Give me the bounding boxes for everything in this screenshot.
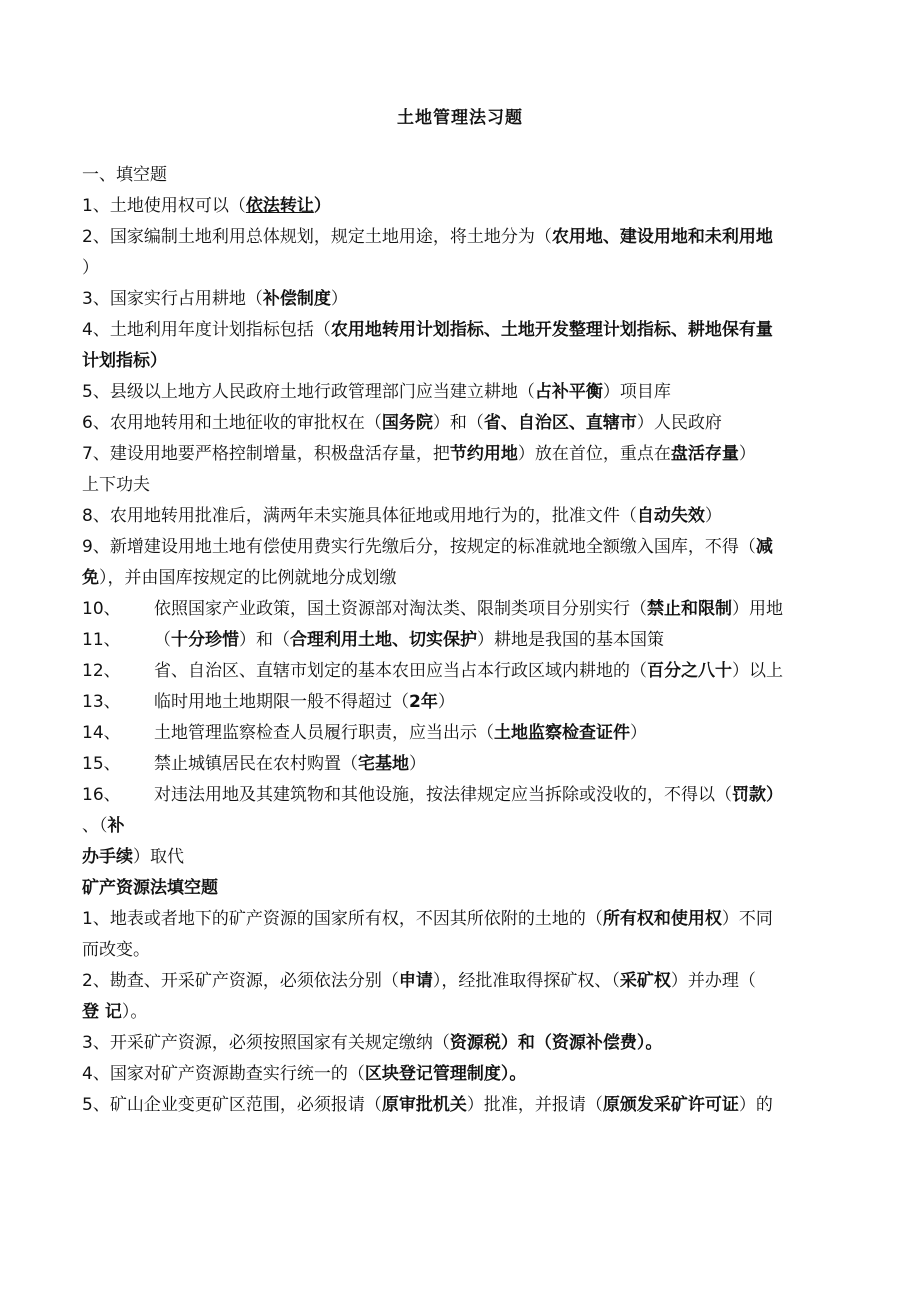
answer-text: 原颁发采矿许可证 <box>602 1095 739 1115</box>
question-line <box>82 377 848 408</box>
answer-text: ）。 <box>500 1064 527 1084</box>
question-text: 、（ <box>82 816 108 836</box>
answer-text: 国务院 <box>381 413 433 433</box>
question-text: 依照国家产业政策，国土资源部对淘汰类、限制类项目分别实行（ <box>154 599 647 619</box>
question-text: （ <box>154 630 171 650</box>
question-text: 国家编制土地利用总体规划，规定土地用途，将土地分为（ <box>109 227 552 247</box>
question-line <box>82 780 848 811</box>
question-text: 国家对矿产资源勘查实行统一的（ <box>109 1064 365 1084</box>
question-line <box>82 315 848 346</box>
question-number: 13、 <box>82 692 121 712</box>
answer-text: 资源税 <box>449 1033 501 1053</box>
answer-text: ）。 <box>636 1033 663 1053</box>
question-number: 4、 <box>82 1064 110 1084</box>
question-text: 土地使用权可以（ <box>109 196 246 216</box>
question-number: 8、 <box>82 506 110 526</box>
answer-text: 占补平衡 <box>534 382 603 402</box>
question-number: 9、 <box>82 537 110 557</box>
question-number: 11、 <box>82 630 121 650</box>
question-number: 7、 <box>82 444 110 464</box>
answer-text: 自动失效 <box>636 506 705 526</box>
question-line <box>82 501 848 532</box>
question-text: ） <box>330 289 348 309</box>
question-line <box>82 1028 848 1059</box>
answer-text: 资源补偿费 <box>551 1033 637 1053</box>
question-line <box>82 1059 848 1090</box>
question-text: 矿山企业变更矿区范围，必须报请（ <box>109 1095 382 1115</box>
question-line <box>82 191 848 222</box>
answer-text: 省、自治区、直辖市 <box>483 413 637 433</box>
answer-text: 补偿制度 <box>262 289 331 309</box>
question-number: 1、 <box>82 909 110 929</box>
question-text: ） <box>630 723 647 743</box>
answer-text: 原审批机关 <box>381 1095 467 1115</box>
answer-text: 节约用地 <box>449 444 518 464</box>
answer-text: 补 <box>107 816 125 836</box>
question-line <box>82 346 848 377</box>
question-text: ），经批准取得探矿权、（ <box>432 971 620 991</box>
question-line <box>82 625 848 656</box>
answer-text: 合理利用土地、切实保护 <box>290 630 477 650</box>
question-number: 3、 <box>82 289 110 309</box>
question-text: 而改变。 <box>82 940 150 960</box>
question-line <box>82 408 848 439</box>
question-line <box>82 656 848 687</box>
question-line <box>82 470 848 501</box>
question-text: ） <box>437 692 455 712</box>
question-number: 6、 <box>82 413 110 433</box>
question-line <box>82 1090 848 1121</box>
question-text: 国家实行占用耕地（ <box>109 289 263 309</box>
question-number: 10、 <box>82 599 121 619</box>
question-number: 4、 <box>82 320 110 340</box>
question-number: 2、 <box>82 971 110 991</box>
answer-text: 办手续 <box>82 847 133 867</box>
question-line <box>82 997 848 1028</box>
page-title: 土地管理法习题 <box>397 108 523 128</box>
question-number: 5、 <box>82 1095 110 1115</box>
question-text: ）耕地是我国的基本国策 <box>477 630 664 650</box>
question-text: 县级以上地方人民政府土地行政管理部门应当建立耕地（ <box>109 382 535 402</box>
answer-text: 禁止和限制 <box>647 599 732 619</box>
answer-text: 罚款） <box>732 785 783 805</box>
question-text: ）以上 <box>732 661 783 681</box>
question-line <box>82 718 848 749</box>
question-text: 临时用地土地期限一般不得超过（ <box>154 692 409 712</box>
question-number: 5、 <box>82 382 110 402</box>
question-text: ）和（ <box>432 413 484 433</box>
question-text: 土地管理监察检查人员履行职责，应当出示（ <box>154 723 494 743</box>
answer-text: 所有权和使用权 <box>602 909 722 929</box>
answer-text: 采矿权 <box>619 971 671 991</box>
question-text: ）用地 <box>732 599 783 619</box>
answer-text: 减 <box>755 537 773 557</box>
question-text: ） <box>738 444 756 464</box>
question-line <box>82 532 848 563</box>
question-line <box>82 594 848 625</box>
question-number: 2、 <box>82 227 110 247</box>
question-text: 建设用地要严格控制增量，积极盘活存量，把 <box>109 444 450 464</box>
document-body <box>82 160 848 1121</box>
question-text: 农用地转用和土地征收的审批权在（ <box>109 413 382 433</box>
answer-text: 农用地转用计划指标、土地开发整理计划指标、耕地保有量 <box>330 320 773 340</box>
question-number: 14、 <box>82 723 121 743</box>
question-text: ）人民政府 <box>636 413 722 433</box>
question-line <box>82 284 848 315</box>
answer-text: 登 记 <box>82 1002 122 1022</box>
question-line <box>82 253 848 284</box>
question-number: 15、 <box>82 754 121 774</box>
question-text: 新增建设用地土地有偿使用费实行先缴后分，按规定的标准就地全额缴入国库，不得（ <box>109 537 756 557</box>
answer-text: 依法转让 <box>245 196 314 216</box>
answer-text: 土地监察检查证件 <box>494 723 630 743</box>
answer-text: 盘活存量 <box>670 444 739 464</box>
question-number: 12、 <box>82 661 121 681</box>
question-text: ）。 <box>121 1002 148 1022</box>
answer-text: 百分之八十 <box>647 661 732 681</box>
question-text: 勘查、开采矿产资源，必须依法分别（ <box>109 971 399 991</box>
question-text: 地表或者地下的矿产资源的国家所有权，不因其所依附的土地的（ <box>109 909 603 929</box>
question-number: 3、 <box>82 1033 110 1053</box>
question-line <box>82 842 848 873</box>
question-text: ） <box>704 506 722 526</box>
question-line <box>82 935 848 966</box>
land-law-questions <box>82 191 848 873</box>
question-line <box>82 811 848 842</box>
question-text: 对违法用地及其建筑物和其他设施，按法律规定应当拆除或没收的，不得以（ <box>154 785 732 805</box>
question-number: 16、 <box>82 785 121 805</box>
answer-text: 十分珍惜 <box>171 630 239 650</box>
question-text: ）取代 <box>133 847 184 867</box>
question-text: ）并办理（ <box>670 971 756 991</box>
question-line <box>82 222 848 253</box>
question-line <box>82 749 848 780</box>
answer-text: 2年 <box>409 692 438 712</box>
question-text: ）放在首位，重点在 <box>517 444 671 464</box>
answer-text: 农用地、建设用地和未利用地 <box>551 227 773 247</box>
mineral-law-questions <box>82 904 848 1121</box>
answer-text: 免 <box>82 568 99 588</box>
question-number: 1、 <box>82 196 110 216</box>
section-heading: 一、填空题 <box>82 165 167 185</box>
answer-text: 申请 <box>398 971 433 991</box>
question-text: ）和（ <box>239 630 290 650</box>
question-text: 土地利用年度计划指标包括（ <box>109 320 331 340</box>
section-heading-minerals: 矿产资源法填空题 <box>82 878 218 898</box>
question-text: ）的 <box>738 1095 773 1115</box>
question-line <box>82 966 848 997</box>
answer-text: 计划指标） <box>82 351 167 371</box>
question-text: ）批准，并报请（ <box>466 1095 603 1115</box>
answer-text: ）和（ <box>500 1033 552 1053</box>
question-text: 开采矿产资源，必须按照国家有关规定缴纳（ <box>109 1033 450 1053</box>
question-text: ），并由国库按规定的比例就地分成划缴 <box>99 568 397 588</box>
question-text: 上下功夫 <box>82 475 150 495</box>
question-text: ） <box>409 754 426 774</box>
question-text: 农用地转用批准后，满两年未实施具体征地或用地行为的，批准文件（ <box>109 506 637 526</box>
question-text: ）不同 <box>721 909 773 929</box>
question-text: ）项目库 <box>602 382 671 402</box>
question-line <box>82 439 848 470</box>
answer-text: ） <box>313 196 331 216</box>
question-text: 禁止城镇居民在农村购置（ <box>154 754 358 774</box>
question-line <box>82 904 848 935</box>
question-text: ） <box>82 258 99 278</box>
question-line <box>82 563 848 594</box>
answer-text: 宅基地 <box>358 754 409 774</box>
question-text: 省、自治区、直辖市划定的基本农田应当占本行政区域内耕地的（ <box>154 661 647 681</box>
answer-text: 区块登记管理制度 <box>364 1064 501 1084</box>
question-line <box>82 687 848 718</box>
